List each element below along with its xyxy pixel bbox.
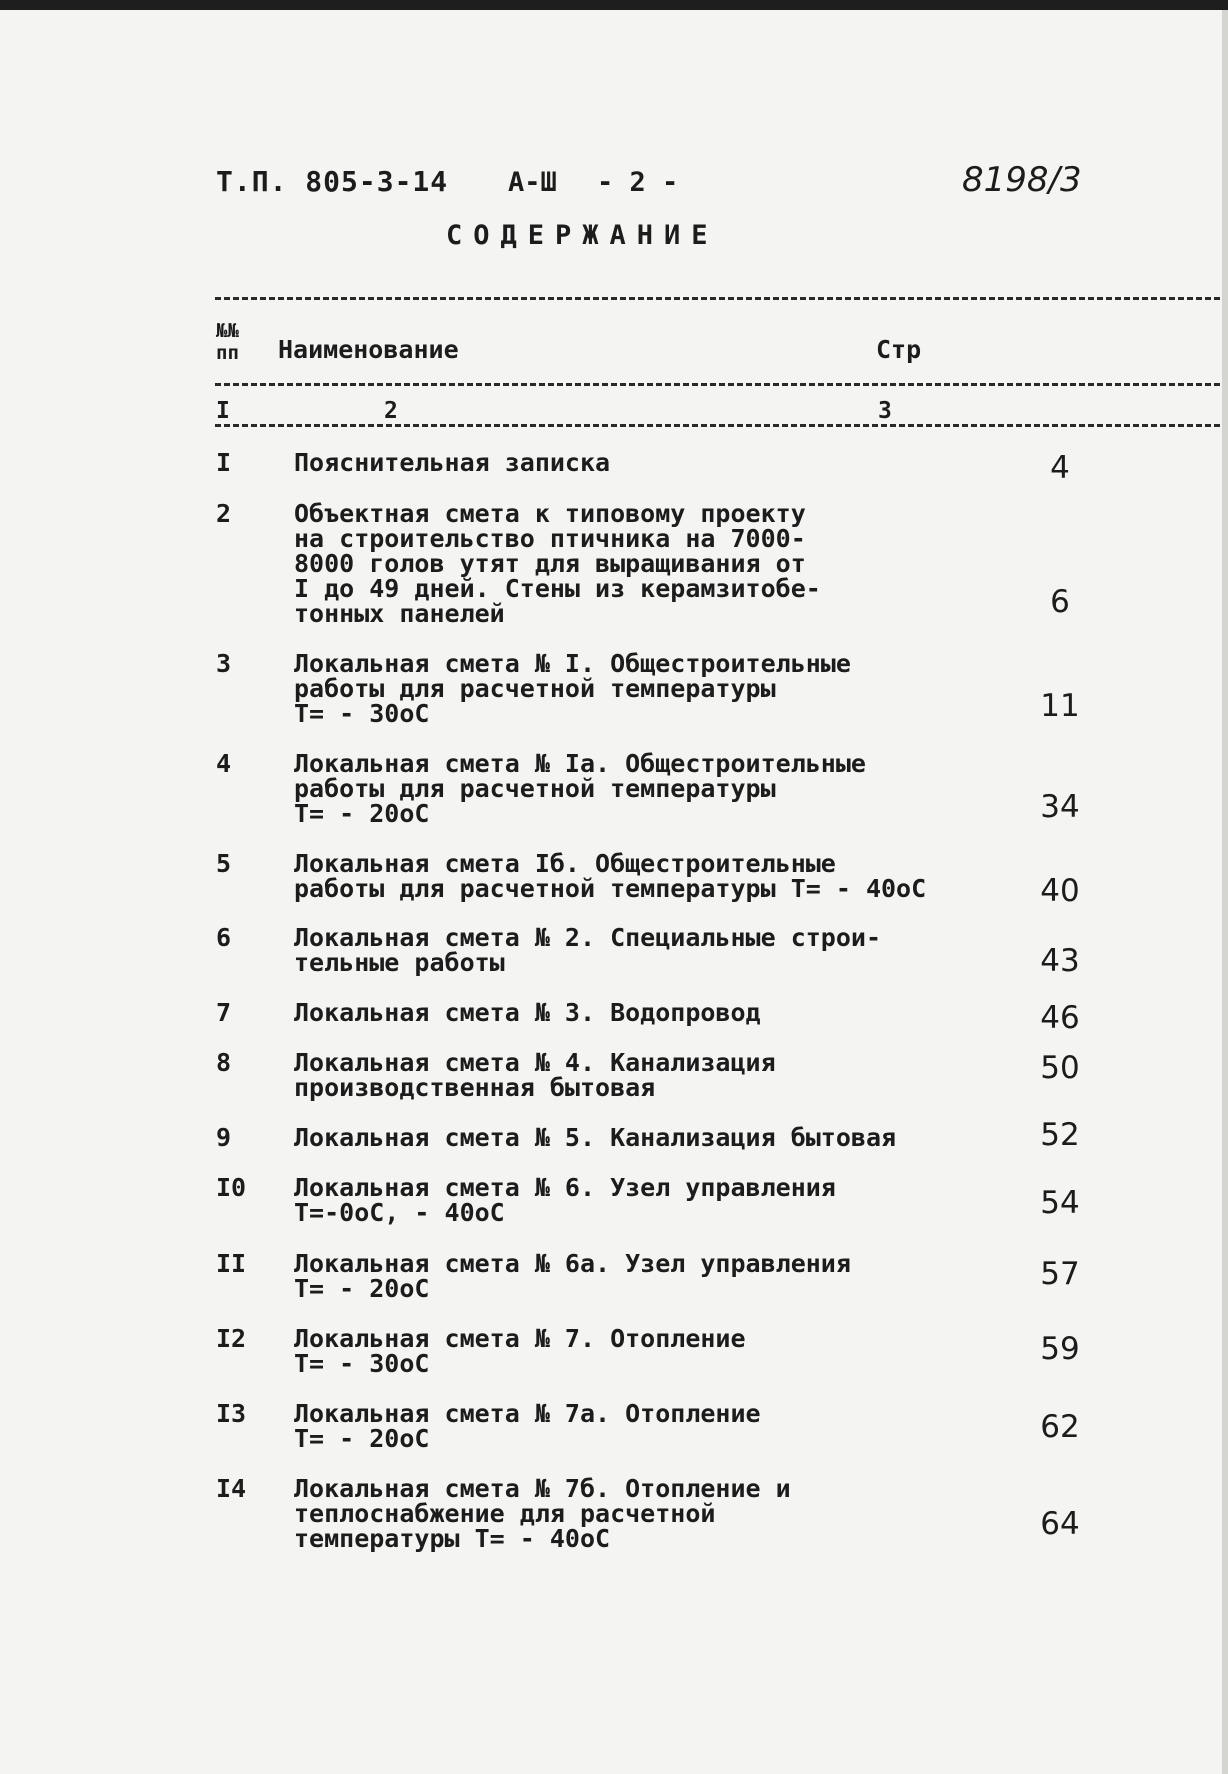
column-header-name: Наименование	[278, 335, 459, 364]
row-number: I2	[216, 1324, 247, 1353]
row-title: Объектная смета к типовому проекту на строительство птичника на 7000- 8000 голов утят для выращивания от I до 49 дней. Стены из керамзитобе- тонных панелей	[294, 499, 821, 628]
row-page: 52	[1040, 1117, 1080, 1153]
row-page: 46	[1040, 1000, 1080, 1036]
page-number: - 2 -	[597, 167, 679, 198]
row-page: 62	[1040, 1409, 1080, 1445]
row-title: Локальная смета Iб. Общестроительные работы для расчетной температуры Т= - 40оС	[294, 849, 927, 903]
row-page: 59	[1040, 1331, 1080, 1367]
row-title: Локальная смета № 2. Специальные строи- тельные работы	[294, 923, 881, 977]
row-title: Локальная смета № 6а. Узел управления Т= - 20оС	[294, 1249, 851, 1303]
row-page: 43	[1040, 943, 1080, 979]
row-number: I4	[216, 1474, 247, 1503]
row-page: 6	[1050, 584, 1070, 620]
project-code: Т.П. 805-3-14	[216, 165, 449, 198]
inventory-number: 8198/3	[962, 160, 1082, 200]
row-number: 4	[216, 749, 232, 778]
row-page: 50	[1040, 1050, 1080, 1086]
row-title: Локальная смета № I. Общестроительные работы для расчетной температуры Т= - 30оС	[294, 649, 851, 728]
row-title: Локальная смета № 5. Канализация бытовая	[294, 1123, 897, 1152]
row-title: Локальная смета № 3. Водопровод	[294, 998, 761, 1027]
column-header-number: №№ пп	[216, 320, 239, 364]
row-number: I3	[216, 1399, 247, 1428]
row-number: I0	[216, 1173, 247, 1202]
row-number: 7	[216, 998, 232, 1027]
sheet-code: А-Ш	[508, 167, 557, 198]
row-number: 5	[216, 849, 232, 878]
row-title: Локальная смета № 4. Канализация производственная бытовая	[294, 1048, 776, 1102]
row-page: 11	[1040, 688, 1080, 724]
row-title: Локальная смета № 6. Узел управления Т=-0оС, - 40оС	[294, 1173, 836, 1227]
row-number: 6	[216, 923, 232, 952]
row-title: Локальная смета № 7а. Отопление Т= - 20оС	[294, 1399, 761, 1453]
row-title: Пояснительная записка	[294, 448, 611, 477]
row-page: 64	[1040, 1506, 1080, 1542]
row-page: 57	[1040, 1256, 1080, 1292]
row-page: 34	[1040, 789, 1080, 825]
row-title: Локальная смета № 7б. Отопление и теплоснабжение для расчетной температуры Т= - 40оС	[294, 1474, 791, 1553]
document-title: СОДЕРЖАНИЕ	[446, 220, 719, 251]
column-number-1: I	[216, 398, 230, 424]
row-number: 3	[216, 649, 232, 678]
row-page: 4	[1050, 450, 1070, 486]
row-title: Локальная смета № 7. Отопление Т= - 30оС	[294, 1324, 746, 1378]
row-page: 54	[1040, 1185, 1080, 1221]
row-number: 9	[216, 1123, 232, 1152]
column-header-page: Стр	[876, 335, 922, 364]
column-number-3: 3	[878, 398, 892, 424]
row-number: 2	[216, 499, 232, 528]
row-page: 40	[1040, 873, 1080, 909]
row-number: 8	[216, 1048, 232, 1077]
column-number-2: 2	[384, 398, 398, 424]
row-number: I	[216, 448, 232, 477]
row-number: II	[216, 1249, 247, 1278]
row-title: Локальная смета № Iа. Общестроительные работы для расчетной температуры Т= - 20оС	[294, 749, 866, 828]
